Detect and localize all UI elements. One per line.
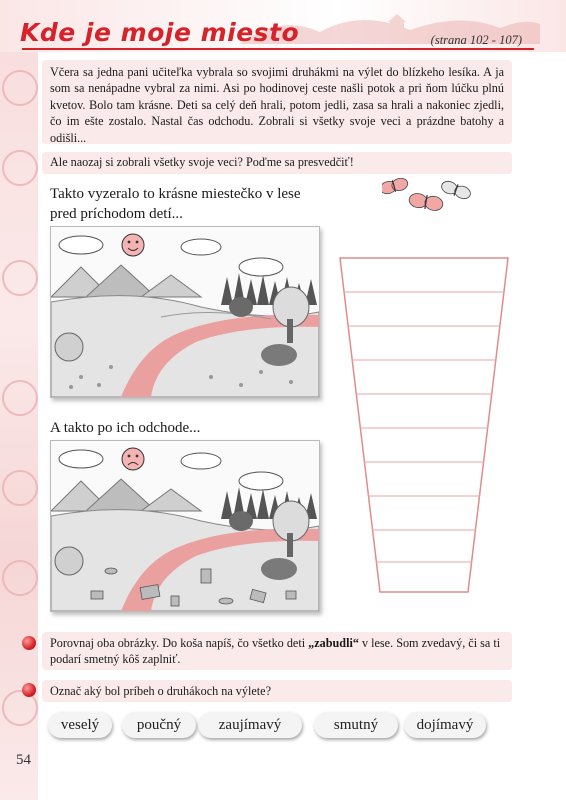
task1-text: Porovnaj oba obrázky. Do koša napíš, čo všetko deti	[50, 636, 309, 650]
ornament	[2, 70, 38, 106]
sun-happy-icon	[122, 234, 144, 256]
option-chip[interactable]: zaujímavý	[198, 712, 302, 738]
option-chip[interactable]: poučný	[122, 712, 196, 738]
task-mark-story: Označ aký bol príbeh o druhákoch na výlete?	[42, 680, 512, 702]
task-compare	[42, 632, 512, 670]
bullet-icon	[22, 683, 36, 697]
task1-text-end: v lese.	[358, 636, 394, 650]
question-text: Ale naozaj si zobrali všetky svoje veci? Poďme sa presvedčiť!	[42, 152, 512, 174]
page-number: 54	[16, 752, 31, 768]
intro-paragraph: Včera sa jedna pani učiteľka vybrala so svojimi druhákmi na výlet do blízkeho lesíka. A ja som sa nenápadne vybral za nimi. Asi po hodinovej ceste našli potok a pri ňom lúčku plnú kvetov. Bolo tam krásne. Deti sa celý deň hrali, potom jedli, zasa sa hrali a nakoniec zjedli, čo im ešte zostalo. Nastal čas odchodu. Zobrali si všetky svoje veci a prázdne batohy a odišli...	[42, 60, 512, 144]
page-title: Kde je moje miesto	[20, 18, 300, 47]
ornament	[2, 560, 38, 596]
option-chip[interactable]: smutný	[314, 712, 398, 738]
butterflies-icon	[382, 178, 474, 227]
ornament	[2, 470, 38, 506]
scene-before-image	[50, 226, 320, 398]
title-underline	[22, 48, 534, 50]
trash-bin-icon	[338, 256, 510, 601]
task1-text-extra: Som zvedavý, či sa ti podarí smetný kôš zaplniť.	[50, 636, 501, 666]
caption-before: Takto vyzeralo to krásne miestečko v lese pred príchodom detí...	[50, 186, 301, 222]
sun-sad-icon	[122, 448, 144, 470]
page-range: (strana 102 - 107)	[430, 33, 522, 47]
bullet-icon	[22, 636, 36, 650]
option-chip[interactable]: dojímavý	[404, 712, 486, 738]
header-band	[0, 0, 566, 52]
task1-bold-word: „zabudli“	[308, 636, 359, 650]
scene-after-image	[50, 440, 320, 612]
decorative-left-strip	[0, 0, 38, 800]
ornament	[2, 150, 38, 186]
ornament	[2, 380, 38, 416]
caption-after: A takto po ich odchode...	[50, 420, 201, 436]
option-chip[interactable]: veselý	[48, 712, 112, 738]
ornament	[2, 260, 38, 296]
